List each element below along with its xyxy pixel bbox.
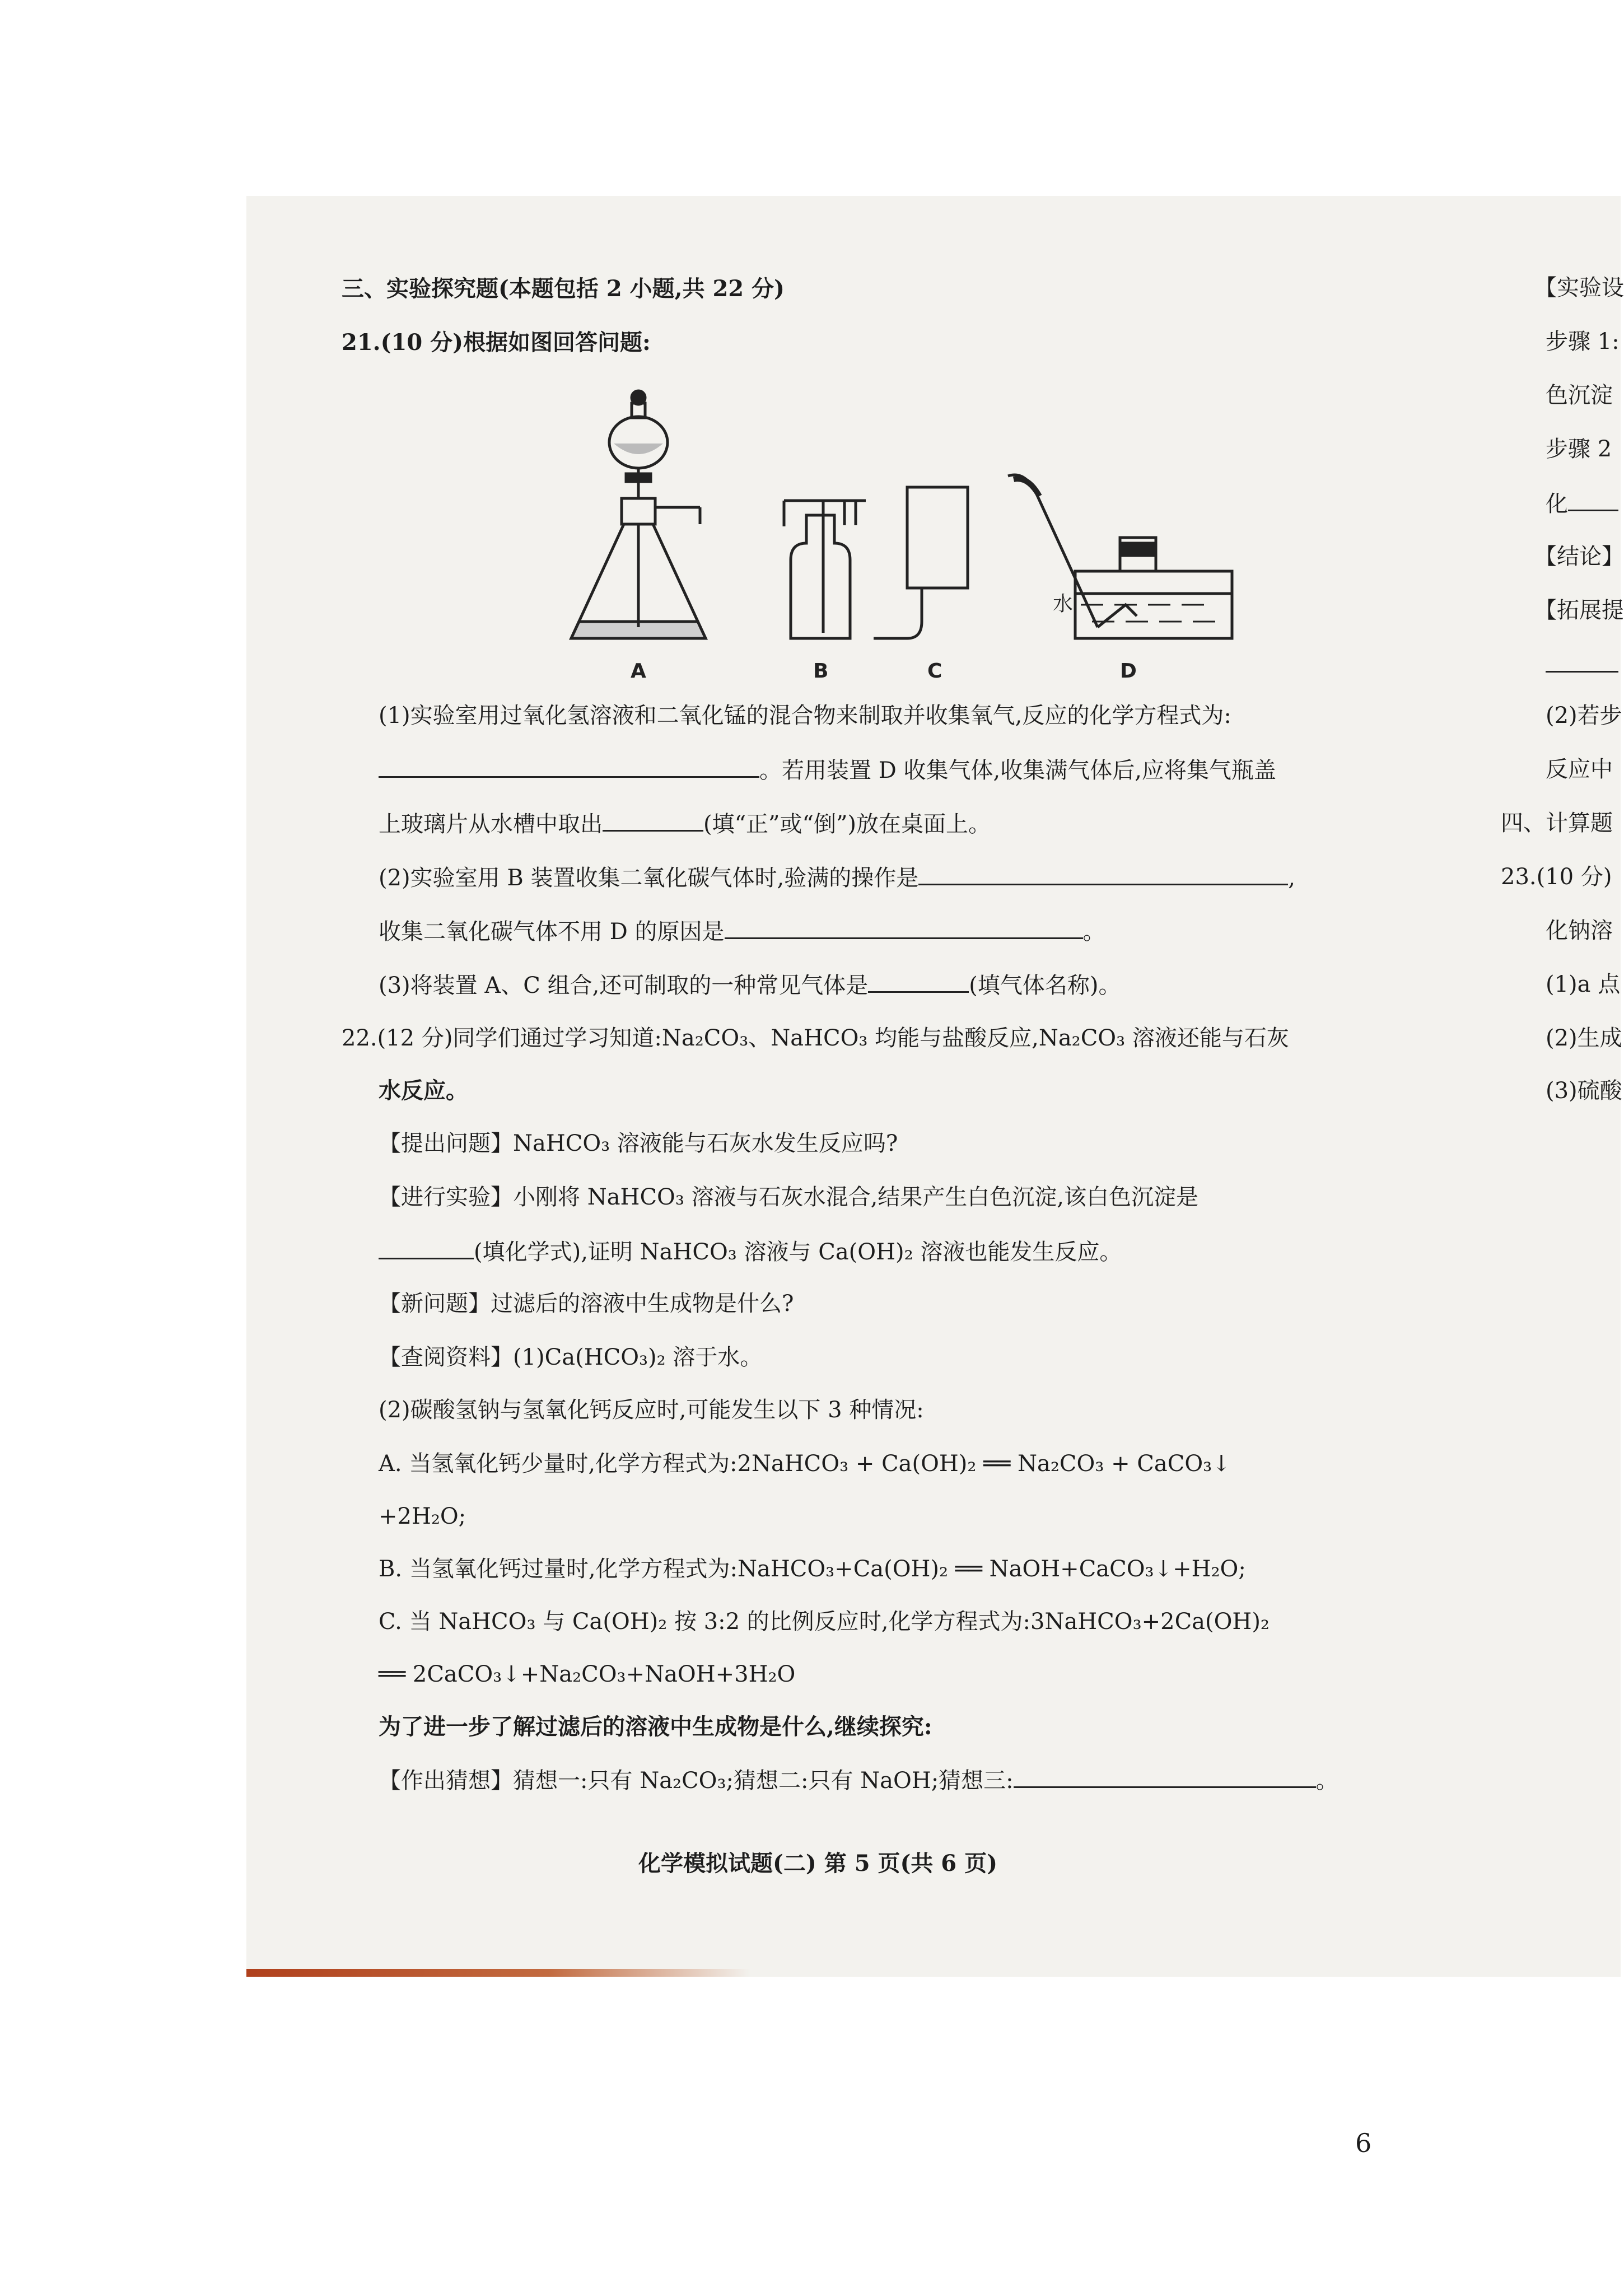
label-d: D [1120,660,1137,683]
label-b: B [813,660,829,683]
q22-reference-2: (2)碳酸氢钠与氢氧化钙反应时,可能发生以下 3 种情况: [379,1397,924,1423]
right-fragment [1546,648,1618,681]
q21-part1-line3: 上玻璃片从水槽中取出 (填“正”或“倒”)放在桌面上。 [379,807,991,840]
q21-part3: (3)将装置 A、C 组合,还可制取的一种常见气体是 (填气体名称)。 [379,969,1121,1001]
q22-line1: 22.(12 分)同学们通过学习知道:Na₂CO₃、NaHCO₃ 均能与盐酸反应,Na₂CO₃ 溶液还能与石灰 [342,1025,1289,1051]
apparatus-figure [560,381,1434,683]
right-fragment: (3)硫酸 [1546,1078,1622,1104]
right-fragment: 【实验设 [1534,275,1624,301]
sheet-edge-shadow [246,1969,750,1977]
q22-case-a-cont: +2H₂O; [379,1504,466,1529]
right-fragment: 【拓展提 [1534,597,1624,623]
answer-blank[interactable] [725,915,1083,939]
question-21-stem: 21.(10 分)根据如图回答问题: [342,329,651,356]
right-fragment: 反应中 [1546,757,1613,782]
q21-part2-line2: 收集二氧化碳气体不用 D 的原因是 。 [379,915,1105,947]
q21-part2-line1: (2)实验室用 B 装置收集二氧化碳气体时,验满的操作是 , [379,861,1295,894]
q22-case-b: B. 当氢氧化钙过量时,化学方程式为:NaHCO₃+Ca(OH)₂ ══ NaOH+CaCO₃↓+H₂O; [379,1556,1246,1582]
page-number: 6 [1355,2128,1372,2158]
label-c: C [927,660,942,683]
answer-blank[interactable] [379,1235,474,1259]
right-fragment: (2)生成 [1546,1025,1622,1051]
right-fragment: 色沉淀 [1546,382,1613,408]
q22-experiment: 【进行实验】小刚将 NaHCO₃ 溶液与石灰水混合,结果产生白色沉淀,该白色沉淀是 [379,1184,1199,1210]
apparatus-c-icon [874,487,968,638]
q22-case-a: A. 当氢氧化钙少量时,化学方程式为:2NaHCO₃ + Ca(OH)₂ ══ Na₂CO₃ + CaCO₃↓ [379,1451,1231,1477]
q22-new-question: 【新问题】过滤后的溶液中生成物是什么? [379,1291,794,1317]
page-footer: 化学模拟试题(二) 第 5 页(共 6 页) [638,1850,997,1876]
answer-blank[interactable] [1014,1764,1316,1788]
section-title: 三、实验探究题(本题包括 2 小题,共 22 分) [342,276,785,302]
right-fragment: 步骤 1: [1546,329,1620,354]
q22-line2: 水反应。 [379,1077,468,1104]
label-a: A [631,660,646,683]
answer-blank[interactable] [603,807,703,832]
right-fragment: (1)a 点 [1546,972,1621,997]
apparatus-a-icon [571,391,706,638]
q22-further: 为了进一步了解过滤后的溶液中生成物是什么,继续探究: [379,1714,932,1740]
q21-part1-line2: 。若用装置 D 收集气体,收集满气体后,应将集气瓶盖 [379,754,1276,786]
apparatus-b-icon [784,501,866,638]
answer-blank[interactable] [379,754,759,778]
right-fragment: 【结论】 [1534,544,1624,570]
right-fragment: (2)若步 [1546,703,1622,729]
answer-blank[interactable] [918,861,1288,885]
q22-reference: 【查阅资料】(1)Ca(HCO₃)₂ 溶于水。 [379,1345,763,1370]
right-fragment: 化 [1546,487,1618,520]
right-fragment: 23.(10 分) [1501,864,1612,890]
water-label: 水 [1053,592,1074,615]
q22-case-c: C. 当 NaHCO₃ 与 Ca(OH)₂ 按 3:2 的比例反应时,化学方程式为:3NaHCO₃+2Ca(OH)₂ [379,1609,1270,1635]
q22-case-c-cont: ══ 2CaCO₃↓+Na₂CO₃+NaOH+3H₂O [379,1661,796,1687]
right-fragment: 化钠溶 [1546,918,1613,944]
q22-experiment-line2: (填化学式),证明 NaHCO₃ 溶液与 Ca(OH)₂ 溶液也能发生反应。 [379,1235,1122,1268]
q21-part1-line1: (1)实验室用过氧化氢溶液和二氧化锰的混合物来制取并收集氧气,反应的化学方程式为: [379,703,1231,729]
q22-question: 【提出问题】NaHCO₃ 溶液能与石灰水发生反应吗? [379,1131,898,1156]
answer-blank[interactable] [868,969,969,993]
q22-hypothesis: 【作出猜想】猜想一:只有 Na₂CO₃;猜想二:只有 NaOH;猜想三: 。 [379,1764,1338,1796]
right-fragment: 四、计算题 [1501,810,1613,836]
apparatus-d-icon [1008,475,1232,638]
scanned-exam-sheet [246,196,1624,1977]
right-fragment: 步骤 2 [1546,436,1612,462]
